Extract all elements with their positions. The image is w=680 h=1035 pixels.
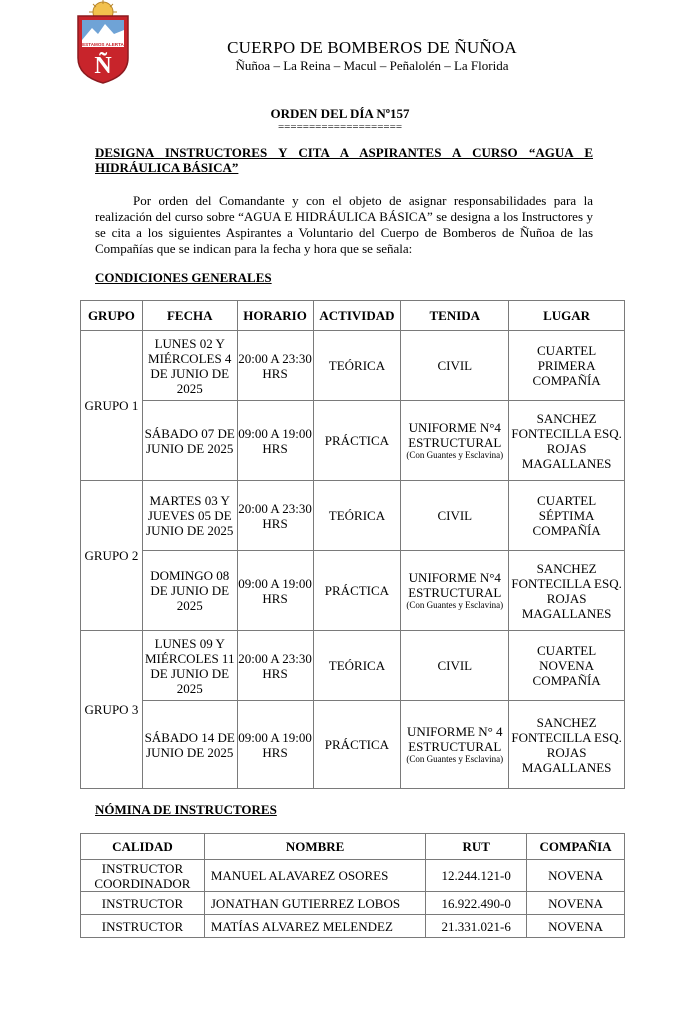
tenida-label: UNIFORME N°4 ESTRUCTURAL [408, 420, 502, 450]
calidad-cell: INSTRUCTOR [81, 892, 205, 915]
instructors-title: NÓMINA DE INSTRUCTORES [95, 802, 277, 817]
general-conditions-title: CONDICIONES GENERALES [95, 270, 272, 285]
table-row [81, 631, 625, 701]
table-header-row [81, 301, 625, 331]
table-row [81, 860, 625, 892]
actividad-cell: TEÓRICA [313, 331, 401, 401]
lugar-cell: CUARTEL NOVENA COMPAÑÍA [509, 631, 625, 701]
horario-cell: 20:00 A 23:30 HRS [237, 481, 313, 551]
fecha-cell: SÁBADO 07 DE JUNIO DE 2025 [142, 401, 237, 481]
fecha-cell: SÁBADO 14 DE JUNIO DE 2025 [142, 701, 237, 789]
tenida-cell: CIVIL [401, 631, 509, 701]
table-row [81, 551, 625, 631]
lugar-cell: SANCHEZ FONTECILLA ESQ. ROJAS MAGALLANES [509, 401, 625, 481]
tenida-cell: CIVIL [401, 331, 509, 401]
rut-cell: 21.331.021-6 [426, 915, 527, 938]
table-row [81, 701, 625, 789]
column-header-calidad: CALIDAD [81, 834, 205, 860]
tenida-cell [401, 701, 509, 789]
horario-cell: 09:00 A 19:00 HRS [237, 401, 313, 481]
tenida-cell: CIVIL [401, 481, 509, 551]
svg-text:ESTAMOS ALERTA: ESTAMOS ALERTA [82, 42, 124, 47]
actividad-cell: PRÁCTICA [313, 401, 401, 481]
column-header-compania: COMPAÑIA [527, 834, 625, 860]
tenida-note: (Con Guantes y Esclavina) [406, 600, 504, 610]
tenida-note: (Con Guantes y Esclavina) [406, 450, 504, 460]
column-header-lugar: LUGAR [509, 301, 625, 331]
table-row [81, 915, 625, 938]
nombre-cell: JONATHAN GUTIERREZ LOBOS [204, 892, 425, 915]
group-cell: GRUPO 3 [81, 631, 143, 789]
order-subject: DESIGNA INSTRUCTORES Y CITA A ASPIRANTES A CURSO “AGUA E HIDRÁULICA BÁSICA” [95, 145, 593, 175]
svg-text:Ñ: Ñ [94, 53, 112, 79]
tenida-label: UNIFORME N°4 ESTRUCTURAL [408, 570, 502, 600]
intro-paragraph: Por orden del Comandante y con el objeto de asignar responsabilidades para la realización del curso sobre “AGUA E HIDRÁULICA BÁSICA” se designa a los Instructores y se cita a los siguientes Aspirantes a Voluntario del Cuerpo de Bomberos de Ñuñoa de las Compañías que se indican para la fecha y hora que se señala: [95, 193, 593, 256]
lugar-cell: SANCHEZ FONTECILLA ESQ. ROJAS MAGALLANES [509, 551, 625, 631]
group-cell: GRUPO 2 [81, 481, 143, 631]
calidad-cell: INSTRUCTOR [81, 915, 205, 938]
table-row [81, 331, 625, 401]
compania-cell: NOVENA [527, 860, 625, 892]
tenida-cell [401, 551, 509, 631]
letterhead [72, 0, 632, 90]
group-cell: GRUPO 1 [81, 331, 143, 481]
tenida-cell [401, 401, 509, 481]
fecha-cell: DOMINGO 08 DE JUNIO DE 2025 [142, 551, 237, 631]
column-header-fecha: FECHA [142, 301, 237, 331]
column-header-actividad: ACTIVIDAD [313, 301, 401, 331]
column-header-grupo: GRUPO [81, 301, 143, 331]
calidad-cell: INSTRUCTOR COORDINADOR [81, 860, 205, 892]
compania-cell: NOVENA [527, 892, 625, 915]
column-header-rut: RUT [426, 834, 527, 860]
nombre-cell: MANUEL ALAVAREZ OSORES [204, 860, 425, 892]
lugar-cell: CUARTEL SÉPTIMA COMPAÑÍA [509, 481, 625, 551]
compania-cell: NOVENA [527, 915, 625, 938]
column-header-nombre: NOMBRE [204, 834, 425, 860]
fecha-cell: LUNES 02 Y MIÉRCOLES 4 DE JUNIO DE 2025 [142, 331, 237, 401]
lugar-cell: SANCHEZ FONTECILLA ESQ. ROJAS MAGALLANES [509, 701, 625, 789]
organization-communes: Ñuñoa – La Reina – Macul – Peñalolén – La Florida [235, 58, 509, 73]
general-conditions-table [80, 300, 625, 789]
fecha-cell: MARTES 03 Y JUEVES 05 DE JUNIO DE 2025 [142, 481, 237, 551]
nombre-cell: MATÍAS ALVAREZ MELENDEZ [204, 915, 425, 938]
column-header-tenida: TENIDA [401, 301, 509, 331]
organization-name: CUERPO DE BOMBEROS DE ÑUÑOA [227, 38, 517, 57]
horario-cell: 20:00 A 23:30 HRS [237, 331, 313, 401]
column-header-horario: HORARIO [237, 301, 313, 331]
horario-cell: 09:00 A 19:00 HRS [237, 551, 313, 631]
actividad-cell: PRÁCTICA [313, 701, 401, 789]
horario-cell: 09:00 A 19:00 HRS [237, 701, 313, 789]
horario-cell: 20:00 A 23:30 HRS [237, 631, 313, 701]
actividad-cell: TEÓRICA [313, 481, 401, 551]
actividad-cell: PRÁCTICA [313, 551, 401, 631]
table-row [81, 481, 625, 551]
lugar-cell: CUARTEL PRIMERA COMPAÑÍA [509, 331, 625, 401]
tenida-label: UNIFORME N° 4 ESTRUCTURAL [407, 724, 503, 754]
table-row [81, 401, 625, 481]
order-title-rule: ==================== [277, 121, 403, 133]
rut-cell: 12.244.121-0 [426, 860, 527, 892]
rut-cell: 16.922.490-0 [426, 892, 527, 915]
instructors-table [80, 833, 625, 938]
actividad-cell: TEÓRICA [313, 631, 401, 701]
table-row [81, 892, 625, 915]
fecha-cell: LUNES 09 Y MIÉRCOLES 11 DE JUNIO DE 2025 [142, 631, 237, 701]
tenida-note: (Con Guantes y Esclavina) [406, 754, 504, 764]
order-title: ORDEN DEL DÍA Nº157 [270, 106, 410, 121]
table-header-row [81, 834, 625, 860]
